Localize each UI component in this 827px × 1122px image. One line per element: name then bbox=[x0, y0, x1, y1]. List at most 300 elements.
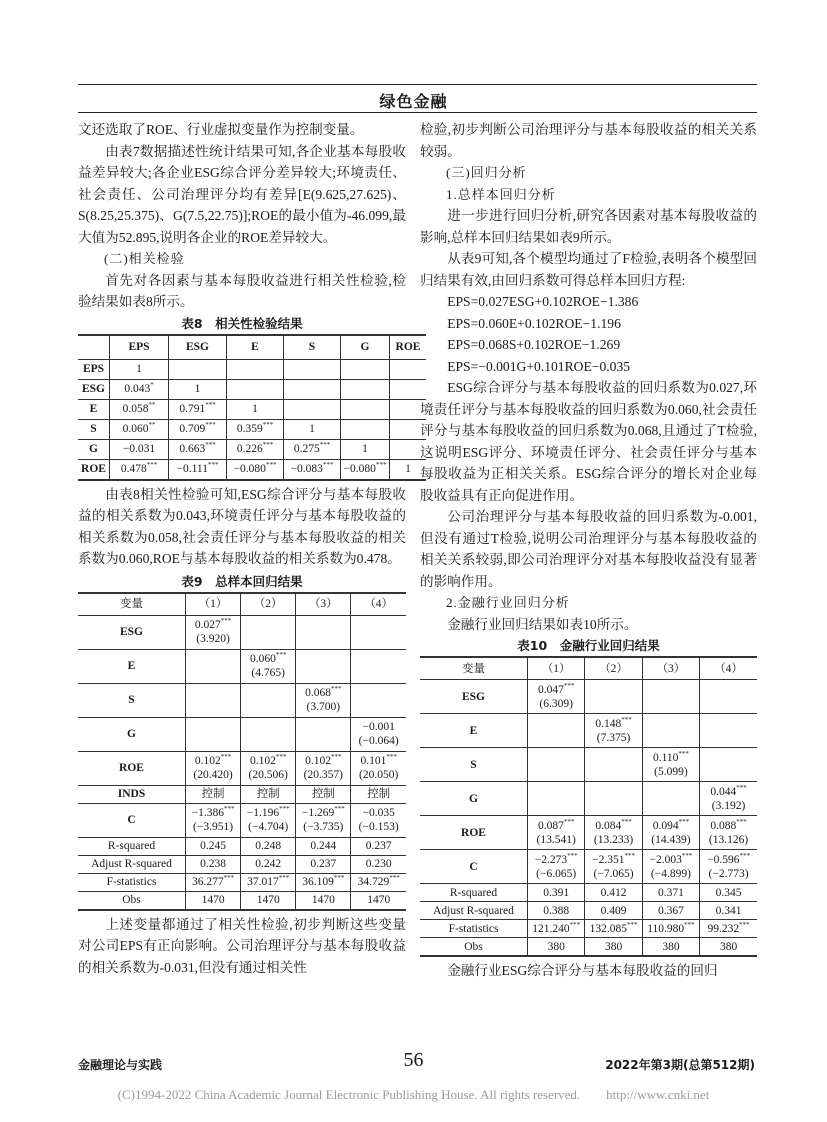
table-cell bbox=[585, 920, 642, 938]
coefficient bbox=[297, 806, 349, 820]
column-header: （2） bbox=[241, 593, 296, 616]
coefficient bbox=[586, 886, 640, 900]
table-cell bbox=[169, 399, 227, 419]
table-row bbox=[420, 884, 757, 902]
column-header: （4） bbox=[351, 593, 406, 616]
coefficient bbox=[187, 618, 239, 632]
left-column bbox=[78, 119, 421, 978]
table-row bbox=[420, 714, 757, 748]
table-cell bbox=[351, 837, 406, 855]
table-cell bbox=[227, 419, 284, 439]
significance-stars: *** bbox=[739, 920, 750, 929]
table-cell bbox=[284, 439, 341, 459]
coefficient bbox=[297, 754, 349, 768]
coefficient bbox=[586, 904, 640, 918]
coefficient-value: 0.242 bbox=[255, 858, 282, 870]
t-statistic: (13.541) bbox=[536, 833, 576, 846]
table-cell bbox=[296, 837, 351, 855]
significance-stars: *** bbox=[678, 817, 690, 826]
coefficient-value: 0.102 bbox=[194, 755, 221, 767]
table-cell bbox=[186, 615, 241, 649]
coefficient bbox=[352, 893, 405, 907]
table-cell bbox=[186, 683, 241, 717]
table-row bbox=[78, 891, 406, 910]
significance-stars: *** bbox=[375, 461, 387, 469]
significance-stars: *** bbox=[684, 920, 695, 929]
row-label: C bbox=[78, 803, 186, 837]
coefficient bbox=[644, 751, 698, 765]
table-cell bbox=[700, 902, 757, 920]
t-statistic: (3.920) bbox=[196, 633, 230, 645]
coefficient bbox=[170, 442, 225, 456]
coefficient bbox=[111, 442, 167, 456]
coefficient-value: 0.087 bbox=[538, 819, 564, 832]
paragraph: 金融行业回归结果如表10所示。 bbox=[447, 616, 638, 632]
coefficient-value: 36.109 bbox=[302, 876, 334, 888]
coefficient bbox=[111, 462, 167, 476]
row-label: S bbox=[78, 683, 186, 717]
table-cell bbox=[341, 359, 390, 379]
coefficient bbox=[285, 422, 339, 436]
coefficient bbox=[297, 787, 349, 801]
coefficient bbox=[644, 886, 698, 900]
running-header-title: 绿色金融 bbox=[379, 92, 448, 111]
coefficient bbox=[170, 462, 225, 476]
coefficient bbox=[242, 839, 294, 853]
coefficient bbox=[187, 875, 239, 889]
table-row bbox=[78, 785, 406, 803]
coefficient bbox=[701, 819, 756, 833]
coefficient bbox=[352, 754, 405, 768]
table-cell bbox=[585, 680, 642, 714]
table-cell bbox=[341, 459, 390, 480]
coefficient-value: −1.269 bbox=[301, 807, 335, 819]
significance-stars: ** bbox=[148, 421, 156, 429]
t-statistic: (−4.899) bbox=[650, 867, 691, 880]
significance-stars: *** bbox=[205, 421, 216, 429]
table-cell bbox=[169, 459, 227, 480]
table-cell bbox=[241, 803, 296, 837]
table-cell bbox=[341, 419, 390, 439]
coefficient bbox=[242, 875, 294, 889]
coefficient-value: −1.386 bbox=[191, 807, 224, 819]
coefficient bbox=[285, 442, 339, 456]
table-row bbox=[78, 615, 406, 649]
table-cell bbox=[642, 782, 699, 816]
significance-stars: *** bbox=[262, 441, 274, 449]
row-label: S bbox=[78, 419, 110, 439]
coefficient bbox=[529, 922, 583, 936]
row-label: ROE bbox=[78, 751, 186, 785]
table-cell bbox=[351, 873, 406, 891]
paragraph: 由表8相关性检验可知,ESG综合评分与基本每股收益的相关系数为0.043,环境责任评分与基本每股收益的相关系数为0.058,社会责任评分与基本每股收益的相关系数为0.060,ROE与基本每股收益的相关系数为0.478。 bbox=[78, 486, 406, 566]
significance-stars: *** bbox=[567, 851, 578, 860]
significance-stars: *** bbox=[621, 715, 632, 724]
table-cell bbox=[585, 884, 642, 902]
significance-stars: *** bbox=[334, 805, 345, 813]
significance-stars: *** bbox=[279, 805, 290, 813]
coefficient-value: 37.017 bbox=[247, 876, 279, 888]
coefficient-value: 0.043 bbox=[124, 383, 151, 395]
equation: EPS=0.060E+0.102ROE−1.196 bbox=[447, 315, 621, 331]
table-cell bbox=[700, 816, 757, 850]
row-label: F-statistics bbox=[420, 920, 528, 938]
coefficient-value: 0.027 bbox=[194, 619, 221, 631]
coefficient bbox=[352, 806, 405, 820]
table-row bbox=[420, 680, 757, 714]
coefficient bbox=[111, 422, 167, 436]
significance-stars: *** bbox=[205, 441, 216, 449]
coefficient-value: 1 bbox=[405, 463, 411, 475]
table-cell bbox=[284, 459, 341, 480]
coefficient-value: −0.035 bbox=[362, 807, 395, 819]
section-heading: (二)相关检验 bbox=[104, 251, 185, 266]
table-cell bbox=[169, 419, 227, 439]
paragraph: 金融行业ESG综合评分与基本每股收益的回归 bbox=[447, 963, 718, 978]
t-statistic: (−7.065) bbox=[593, 867, 634, 880]
significance-stars: *** bbox=[621, 817, 632, 826]
table-cell bbox=[642, 902, 699, 920]
table-row bbox=[78, 683, 406, 717]
table-cell bbox=[186, 855, 241, 873]
coefficient bbox=[701, 785, 756, 799]
table-row bbox=[420, 816, 757, 850]
coefficient-value: 0.478 bbox=[120, 463, 147, 475]
table-cell bbox=[241, 785, 296, 803]
significance-stars: *** bbox=[569, 920, 581, 929]
coefficient-value: −0.080 bbox=[343, 463, 376, 475]
table-cell bbox=[284, 399, 341, 419]
coefficient-value: 380 bbox=[662, 940, 680, 953]
column-header: 变量 bbox=[78, 593, 186, 616]
t-statistic: (−0.064) bbox=[358, 735, 399, 747]
table-cell bbox=[241, 873, 296, 891]
table-cell bbox=[227, 439, 284, 459]
coefficient bbox=[586, 819, 640, 833]
table-cell bbox=[186, 803, 241, 837]
coefficient-value: 0.110 bbox=[652, 751, 679, 764]
table-cell bbox=[186, 751, 241, 785]
table-10-caption: 表10 金融行业回归结果 bbox=[517, 638, 660, 653]
row-label: E bbox=[78, 649, 186, 683]
coefficient-value: 0.058 bbox=[122, 403, 149, 415]
significance-stars: *** bbox=[333, 874, 345, 882]
table-cell bbox=[700, 782, 757, 816]
coefficient-value: −2.273 bbox=[534, 853, 568, 866]
row-label: ESG bbox=[420, 680, 528, 714]
coefficient-value: 0.367 bbox=[658, 904, 684, 917]
coefficient-value: −0.080 bbox=[233, 463, 266, 475]
paragraph: 检验,初步判断公司治理评分与基本每股收益的相关关系较弱。 bbox=[420, 122, 757, 159]
coefficient bbox=[228, 462, 282, 476]
t-statistic: (20.050) bbox=[359, 769, 399, 781]
table-cell bbox=[341, 439, 390, 459]
significance-stars: *** bbox=[220, 617, 232, 625]
row-label: ROE bbox=[78, 459, 110, 480]
significance-stars: *** bbox=[223, 874, 235, 882]
coefficient bbox=[242, 893, 294, 907]
coefficient bbox=[242, 806, 294, 820]
column-header: （1） bbox=[528, 657, 585, 680]
section-heading: (三)回归分析 bbox=[446, 165, 527, 180]
coefficient-value: 1 bbox=[252, 403, 258, 415]
column-header: （3） bbox=[296, 593, 351, 616]
coefficient bbox=[187, 806, 239, 820]
coefficient-value: 0.345 bbox=[715, 886, 742, 899]
table-cell bbox=[642, 850, 699, 884]
significance-stars: * bbox=[150, 381, 154, 389]
table-cell bbox=[642, 816, 699, 850]
coefficient-value: 0.275 bbox=[293, 443, 320, 455]
table-cell bbox=[528, 902, 585, 920]
table-row bbox=[78, 803, 406, 837]
coefficient bbox=[242, 857, 294, 871]
coefficient-value: 380 bbox=[547, 940, 565, 953]
coefficient bbox=[228, 422, 282, 436]
table-cell bbox=[241, 855, 296, 873]
significance-stars: *** bbox=[224, 805, 235, 813]
coefficient-value: −2.351 bbox=[592, 853, 625, 866]
table-cell bbox=[642, 680, 699, 714]
coefficient bbox=[529, 940, 583, 954]
table-cell bbox=[241, 683, 296, 717]
paragraph: ESG综合评分与基本每股收益的回归系数为0.027,环境责任评分与基本每股收益的回归系数为0.060,社会责任评分与基本每股收益的回归系数为0.068,且通过了T检验,这说明ESG评分、环境责任评分、社会责任评分与基本每股收益为正相关关系。ESG综合评分的增长对企业每股收益具有正向促进作用。 bbox=[420, 380, 757, 503]
table-cell bbox=[227, 359, 284, 379]
significance-stars: *** bbox=[678, 749, 689, 758]
coefficient-value: 0.047 bbox=[538, 683, 564, 696]
significance-stars: *** bbox=[208, 461, 219, 469]
table-cell bbox=[110, 419, 169, 439]
table-row bbox=[420, 902, 757, 920]
significance-stars: *** bbox=[262, 421, 274, 429]
table-cell bbox=[642, 938, 699, 957]
table-cell bbox=[528, 850, 585, 884]
footer-journal-name: 金融理论与实践 bbox=[78, 1058, 163, 1072]
table-row bbox=[420, 782, 757, 816]
coefficient bbox=[187, 754, 239, 768]
coefficient bbox=[170, 422, 225, 436]
table-8-caption: 表8 相关性检验结果 bbox=[181, 315, 303, 331]
t-statistic: (13.233) bbox=[593, 833, 634, 846]
coefficient bbox=[529, 904, 583, 918]
table-cell bbox=[296, 873, 351, 891]
table-row bbox=[420, 920, 757, 938]
table-cell bbox=[528, 920, 585, 938]
row-label: F-statistics bbox=[78, 873, 186, 891]
paragraph: 从表9可知,各个模型均通过了F检验,表明各个模型回归结果有效,由回归系数可得总样本回归方程: bbox=[420, 251, 757, 288]
column-header: S bbox=[284, 335, 341, 360]
coefficient bbox=[187, 839, 239, 853]
table-cell bbox=[341, 379, 390, 399]
coefficient-value: 0.148 bbox=[595, 717, 622, 730]
table-8-correlation bbox=[78, 334, 426, 481]
table-cell bbox=[341, 399, 390, 419]
coefficient bbox=[111, 382, 167, 396]
table-cell bbox=[241, 615, 296, 649]
coefficient bbox=[242, 787, 294, 801]
table-row bbox=[78, 399, 426, 419]
t-statistic: (−2.773) bbox=[708, 867, 749, 880]
coefficient-value: 0.412 bbox=[600, 886, 627, 899]
coefficient-value: 0.245 bbox=[200, 840, 226, 852]
coefficient-value: 1 bbox=[194, 383, 201, 395]
table-cell bbox=[296, 855, 351, 873]
table-cell bbox=[227, 399, 284, 419]
table-cell bbox=[351, 683, 406, 717]
coefficient bbox=[644, 940, 698, 954]
table-9-caption: 表9 总样本回归结果 bbox=[181, 573, 303, 589]
coefficient bbox=[242, 754, 294, 768]
table-cell bbox=[186, 837, 241, 855]
table-cell bbox=[186, 785, 241, 803]
coefficient bbox=[586, 940, 640, 954]
table-cell bbox=[700, 884, 757, 902]
header-rule-top bbox=[78, 84, 757, 85]
coefficient bbox=[187, 893, 239, 907]
coefficient bbox=[352, 875, 405, 889]
coefficient bbox=[297, 686, 349, 700]
table-header-row bbox=[78, 593, 406, 616]
table-cell bbox=[296, 891, 351, 910]
table-cell bbox=[585, 714, 642, 748]
coefficient bbox=[228, 442, 282, 456]
table-cell bbox=[296, 717, 351, 751]
table-row bbox=[420, 850, 757, 884]
row-label: INDS bbox=[78, 785, 186, 803]
significance-stars: *** bbox=[278, 874, 290, 882]
coefficient bbox=[342, 462, 388, 476]
coefficient bbox=[297, 893, 349, 907]
coefficient bbox=[187, 857, 239, 871]
coefficient-value: 0.060 bbox=[122, 423, 149, 435]
right-column bbox=[420, 119, 757, 982]
paragraph: 上述变量都通过了相关性检验,初步判断这些变量对公司EPS有正向影响。公司治理评分与基本每股收益的相关系数为-0.031,但没有通过相关性 bbox=[78, 916, 406, 975]
coefficient bbox=[187, 787, 239, 801]
table-cell bbox=[642, 920, 699, 938]
coefficient-value: 121.240 bbox=[532, 922, 570, 935]
coefficient bbox=[242, 652, 294, 666]
table-cell bbox=[110, 359, 169, 379]
coefficient-value: −2.003 bbox=[649, 853, 682, 866]
coefficient-value: 0.248 bbox=[255, 840, 282, 852]
coefficient-value: 0.044 bbox=[710, 785, 737, 798]
coefficient bbox=[297, 857, 349, 871]
table-cell bbox=[227, 379, 284, 399]
subsection-heading: 1.总样本回归分析 bbox=[446, 186, 556, 202]
table-cell bbox=[585, 850, 642, 884]
coefficient bbox=[285, 462, 339, 476]
coefficient bbox=[529, 853, 583, 867]
significance-stars: *** bbox=[205, 401, 216, 409]
coefficient-value: 1 bbox=[309, 423, 315, 435]
column-header: G bbox=[341, 335, 390, 360]
t-statistic: (14.439) bbox=[651, 833, 691, 846]
table-cell bbox=[110, 459, 169, 480]
table-cell bbox=[642, 748, 699, 782]
subsection-heading: 2.金融行业回归分析 bbox=[446, 595, 570, 610]
paragraph: 首先对各因素与基本每股收益进行相关性检验,检验结果如表8所示。 bbox=[78, 272, 406, 309]
coefficient bbox=[352, 857, 405, 871]
column-header: E bbox=[227, 335, 284, 360]
coefficient bbox=[644, 819, 698, 833]
table-cell bbox=[700, 680, 757, 714]
equation: EPS=0.068S+0.102ROE−1.269 bbox=[447, 337, 621, 352]
coefficient bbox=[111, 402, 167, 416]
significance-stars: *** bbox=[275, 753, 287, 761]
table-cell bbox=[528, 680, 585, 714]
coefficient-value: 0.359 bbox=[236, 423, 263, 435]
table-cell bbox=[642, 884, 699, 902]
coefficient bbox=[701, 940, 756, 954]
table-cell bbox=[186, 649, 241, 683]
significance-stars: *** bbox=[389, 874, 400, 882]
coefficient-value: 380 bbox=[604, 940, 623, 953]
significance-stars: *** bbox=[146, 461, 158, 469]
row-label: ESG bbox=[78, 379, 110, 399]
row-label: Obs bbox=[420, 938, 528, 957]
page-number: 56 bbox=[403, 1049, 424, 1071]
table-row bbox=[78, 419, 426, 439]
coefficient-value: 0.084 bbox=[595, 819, 622, 832]
t-statistic: (4.765) bbox=[251, 667, 285, 679]
significance-stars: *** bbox=[624, 851, 635, 860]
table-cell bbox=[227, 459, 284, 480]
coefficient-value: −0.031 bbox=[122, 443, 156, 455]
coefficient bbox=[111, 362, 167, 376]
column-header: ESG bbox=[169, 335, 227, 360]
coefficient-value: 0.238 bbox=[200, 858, 226, 870]
coefficient-value: 99.232 bbox=[707, 922, 740, 935]
table-cell bbox=[241, 649, 296, 683]
table-cell bbox=[642, 714, 699, 748]
table-9-regression bbox=[78, 592, 406, 911]
significance-stars: *** bbox=[331, 685, 342, 693]
significance-stars: *** bbox=[563, 817, 575, 826]
column-header: （1） bbox=[186, 593, 241, 616]
column-header: （3） bbox=[642, 657, 699, 680]
table-cell bbox=[169, 359, 227, 379]
coefficient-value: 0.237 bbox=[310, 858, 337, 870]
column-header: 变量 bbox=[420, 657, 528, 680]
coefficient-value: 0.102 bbox=[305, 755, 331, 767]
coefficient bbox=[529, 886, 583, 900]
row-label: ESG bbox=[78, 615, 186, 649]
row-label: G bbox=[420, 782, 528, 816]
significance-stars: *** bbox=[265, 461, 277, 469]
table-10-regression bbox=[420, 656, 757, 957]
coefficient-value: 0.409 bbox=[600, 904, 627, 917]
t-statistic: (−6.065) bbox=[536, 867, 577, 880]
table-row bbox=[420, 748, 757, 782]
coefficient-value: −1.196 bbox=[246, 807, 280, 819]
table-cell bbox=[351, 803, 406, 837]
table-row bbox=[78, 855, 406, 873]
coefficient bbox=[701, 904, 756, 918]
table-row bbox=[78, 459, 426, 480]
table-row bbox=[78, 359, 426, 379]
coefficient-value: 132.085 bbox=[589, 922, 627, 935]
coefficient bbox=[297, 875, 349, 889]
table-cell bbox=[110, 379, 169, 399]
coefficient bbox=[586, 853, 640, 867]
row-label: G bbox=[78, 439, 110, 459]
row-label: EPS bbox=[78, 359, 110, 379]
table-cell bbox=[241, 751, 296, 785]
table-row bbox=[78, 873, 406, 891]
coefficient bbox=[228, 402, 282, 416]
coefficient-value: 0.230 bbox=[365, 858, 392, 870]
table-cell bbox=[528, 782, 585, 816]
